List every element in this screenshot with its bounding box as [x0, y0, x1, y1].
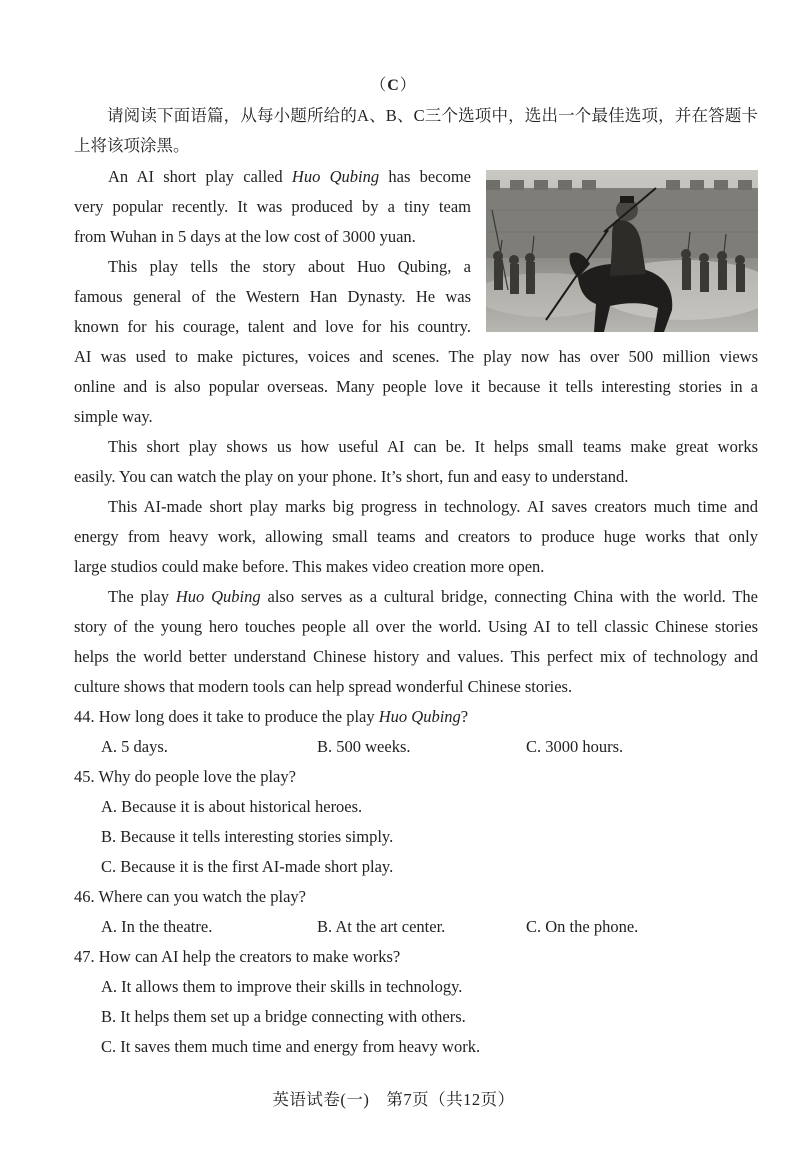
passage-paragraph-3	[74, 432, 758, 492]
passage-line: easily. You can watch the play on your phone. It’s short, fun and easy to understand.	[74, 467, 629, 486]
passage-line: simple way.	[74, 407, 153, 426]
question-46-option-b[interactable]: B. At the art center.	[317, 917, 446, 936]
passage-paragraph-4	[74, 492, 758, 582]
question-text: Where can you watch the play?	[94, 887, 306, 906]
passage-line: helps the world better understand Chinese history and values. This perfect mix of technology and	[74, 647, 758, 666]
play-title: Huo Qubing	[378, 707, 461, 726]
question-text: How long does it take to produce the play	[94, 707, 379, 726]
question-46-option-c[interactable]: C. On the phone.	[526, 917, 639, 936]
passage-line: culture shows that modern tools can help spread wonderful Chinese stories.	[74, 677, 573, 696]
passage-line: from Wuhan in 5 days at the low cost of 3000 yuan.	[74, 227, 416, 246]
section-paren-close: ）	[399, 77, 417, 94]
question-45-option-a[interactable]: A. Because it is about historical heroes.	[101, 797, 363, 816]
question-45-option-b[interactable]: B. Because it tells interesting stories simply.	[101, 827, 394, 846]
question-number: 44.	[74, 707, 95, 726]
passage-line: energy from heavy work, allowing small teams and creators to produce huge works that only	[74, 527, 758, 546]
question-text: ?	[460, 707, 469, 726]
passage-paragraph-1	[74, 162, 471, 252]
passage-line: This play tells the story about Huo Qubing, a	[108, 257, 471, 276]
passage-line: AI was used to make pictures, voices and scenes. The play now has over 500 million views	[74, 347, 758, 366]
question-44-option-c[interactable]: C. 3000 hours.	[526, 737, 624, 756]
passage-line	[74, 162, 471, 192]
question-44-option-a[interactable]: A. 5 days.	[101, 737, 168, 756]
question-46-option-a[interactable]: A. In the theatre.	[101, 917, 213, 936]
text-run: The play	[108, 587, 176, 606]
passage-line: large studios could make before. This makes video creation more open.	[74, 557, 545, 576]
question-47-option-c[interactable]: C. It saves them much time and energy from heavy work.	[101, 1037, 481, 1056]
question-47-option-a[interactable]: A. It allows them to improve their skills in technology.	[101, 977, 463, 996]
instruction-line: 上将该项涂黑。	[74, 136, 190, 155]
question-number: 46.	[74, 887, 95, 906]
section-paren-open: （	[370, 77, 388, 94]
passage-line: known for his courage, talent and love for his country.	[74, 317, 471, 336]
section-letter: C	[387, 77, 400, 94]
instruction-line: 请阅读下面语篇，从每小题所给的A、B、C三个选项中，选出一个最佳选项，并在答题卡	[107, 106, 758, 125]
page-footer: 英语试卷(一) 第7页（共12页）	[272, 1090, 515, 1109]
text-run: An AI short play called	[108, 167, 292, 186]
question-44-stem	[74, 702, 468, 732]
passage-line: very popular recently. It was produced by a tiny team	[74, 197, 471, 216]
passage-paragraph-5	[74, 582, 758, 702]
play-title: Huo Qubing	[175, 587, 261, 606]
question-47-option-b[interactable]: B. It helps them set up a bridge connecting with others.	[101, 1007, 466, 1026]
passage-line: famous general of the Western Han Dynasty. He was	[74, 287, 471, 306]
passage-line: online and is also popular overseas. Many people love it because it tells interesting stories in a	[74, 377, 758, 396]
question-47-stem	[74, 942, 400, 972]
question-45-option-c[interactable]: C. Because it is the first AI-made short play.	[101, 857, 394, 876]
passage-line	[74, 582, 758, 612]
question-46-stem	[74, 882, 306, 912]
text-run: has become	[379, 167, 471, 186]
question-text: How can AI help the creators to make works?	[94, 947, 401, 966]
passage-line: This AI-made short play marks big progress in technology. AI saves creators much time and	[108, 497, 758, 516]
section-heading	[0, 72, 787, 95]
passage-line: story of the young hero touches people all over the world. Using AI to tell classic Chinese stories	[74, 617, 758, 636]
question-44-option-b[interactable]: B. 500 weeks.	[317, 737, 411, 756]
question-number: 47.	[74, 947, 95, 966]
question-number: 45.	[74, 767, 95, 786]
general-on-horseback-illustration	[486, 170, 758, 332]
text-run: also serves as a cultural bridge, connecting China with the world. The	[260, 587, 758, 606]
question-text: Why do people love the play?	[94, 767, 296, 786]
play-title: Huo Qubing	[291, 167, 380, 186]
instruction	[74, 101, 758, 161]
passage-line: This short play shows us how useful AI can be. It helps small teams make great works	[108, 437, 758, 456]
question-45-stem	[74, 762, 296, 792]
